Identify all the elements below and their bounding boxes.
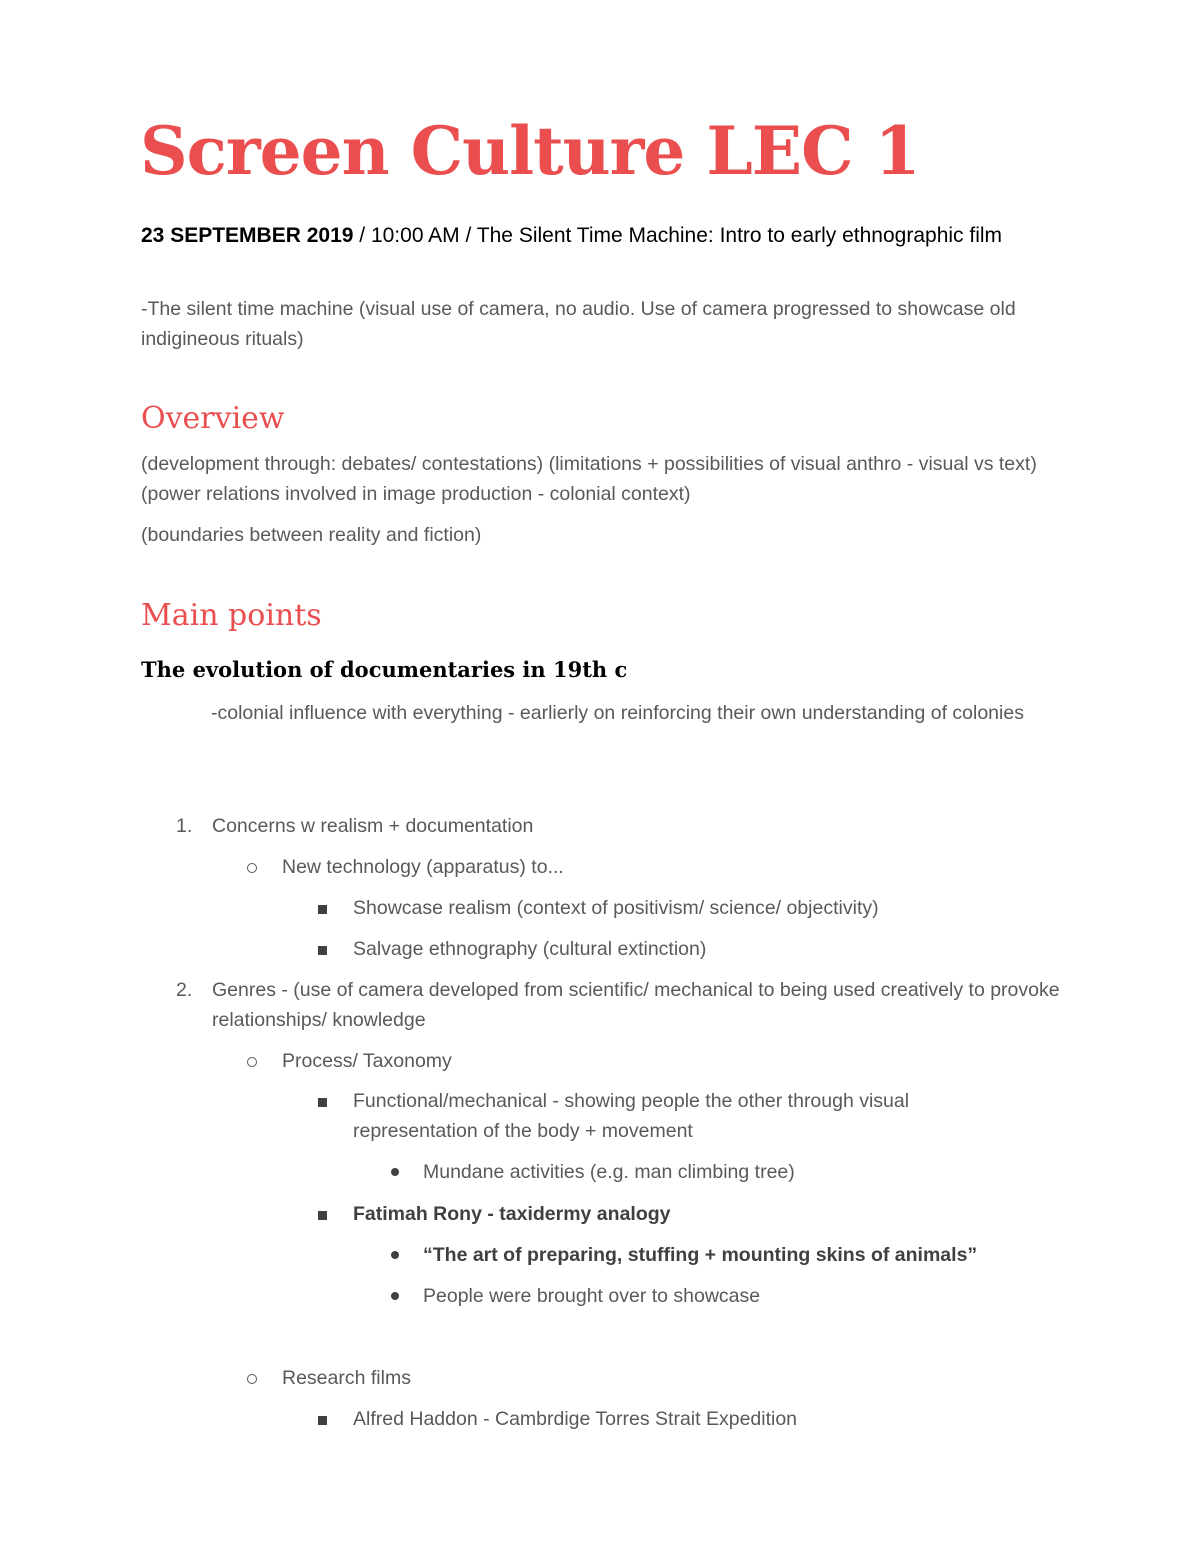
overview-paragraph-2: (boundaries between reality and fiction): [141, 524, 482, 546]
square-bullet-icon: [318, 1098, 327, 1107]
lecture-date: 23 SEPTEMBER 2019: [141, 224, 354, 247]
main-points-heading: Main points: [141, 598, 322, 633]
list-item: Concerns w realism + documentation: [212, 815, 534, 837]
square-bullet-icon: [318, 1211, 327, 1220]
list-item: Salvage ethnography (cultural extinction): [353, 938, 707, 960]
filled-dot-bullet-icon: [391, 1292, 399, 1300]
filled-dot-bullet-icon: [391, 1251, 399, 1259]
list-number: 1.: [176, 815, 193, 837]
list-item: Mundane activities (e.g. man climbing tree): [423, 1161, 795, 1183]
list-item: Research films: [282, 1367, 411, 1389]
overview-heading: Overview: [141, 401, 285, 436]
list-item: Showcase realism (context of positivism/ science/ objectivity): [353, 897, 879, 919]
list-item: Functional/mechanical - showing people the other through visual representation of the body + movement: [353, 1090, 910, 1142]
list-number: 2.: [176, 979, 193, 1001]
overview-paragraph-1: (development through: debates/ contestations) (limitations + possibilities of visual anthro - visual vs text) (power relations involved in image production - colonial context): [141, 453, 1037, 505]
evolution-subheading: The evolution of documentaries in 19th c: [141, 657, 628, 682]
hollow-circle-bullet-icon: [247, 1374, 257, 1384]
lecture-meta: [141, 220, 1061, 251]
square-bullet-icon: [318, 905, 327, 914]
hollow-circle-bullet-icon: [247, 1057, 257, 1067]
lecture-details: / 10:00 AM / The Silent Time Machine: Intro to early ethnographic film: [353, 224, 1003, 247]
colonial-paragraph: -colonial influence with everything - earlierly on reinforcing their own understanding of colonies: [211, 702, 1024, 724]
document-title: Screen Culture LEC 1: [140, 112, 920, 190]
intro-paragraph: -The silent time machine (visual use of camera, no audio. Use of camera progressed to showcase old indigineous rituals): [141, 298, 1016, 350]
hollow-circle-bullet-icon: [247, 863, 257, 873]
list-item: Process/ Taxonomy: [282, 1050, 452, 1072]
list-item: Genres - (use of camera developed from scientific/ mechanical to being used creatively to provoke relationships/ knowledge: [212, 979, 1060, 1031]
list-item: New technology (apparatus) to...: [282, 856, 564, 878]
list-item: “The art of preparing, stuffing + mounting skins of animals”: [423, 1244, 978, 1266]
square-bullet-icon: [318, 946, 327, 955]
list-item: Fatimah Rony - taxidermy analogy: [353, 1203, 671, 1225]
filled-dot-bullet-icon: [391, 1168, 399, 1176]
list-item: Alfred Haddon - Cambrdige Torres Strait Expedition: [353, 1408, 798, 1430]
square-bullet-icon: [318, 1416, 327, 1425]
list-item: People were brought over to showcase: [423, 1285, 761, 1307]
